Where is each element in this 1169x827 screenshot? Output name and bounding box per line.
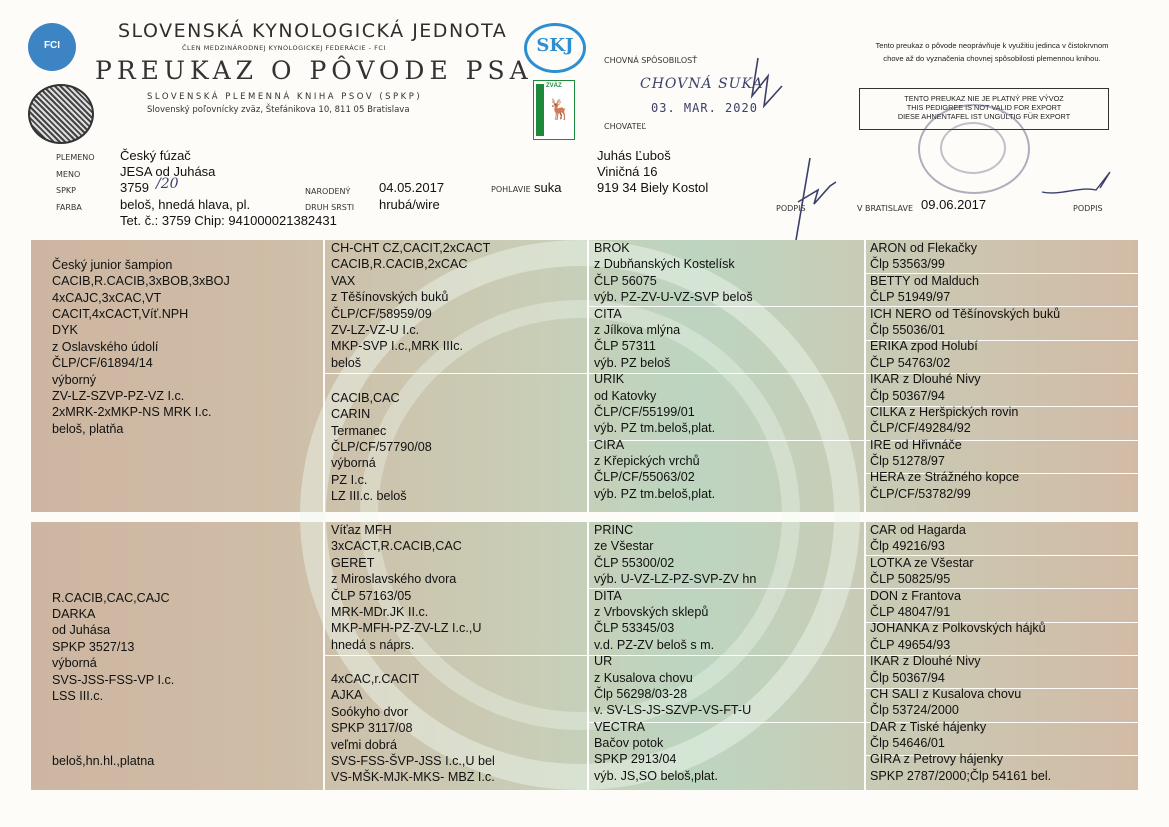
spkp-label: SPKP xyxy=(56,186,76,195)
color-value: beloš, hnedá hlava, pl. xyxy=(120,197,251,212)
pedigree-line: v.d. PZ-ZV beloš s m. xyxy=(594,637,715,652)
skj-logo-text: SKJ xyxy=(536,35,574,56)
pedigree-line: SPKP 3117/08 xyxy=(331,721,413,736)
pedigree-line: výb. JS,SO beloš,plat. xyxy=(594,768,718,783)
pedigree-line: ARON od Flekačky xyxy=(870,241,978,255)
pedigree-line: GERET xyxy=(331,555,375,570)
pedigree-line: GIRA z Petrovy hájenky xyxy=(870,752,1003,767)
export-warning-sk: TENTO PREUKAZ NIE JE PLATNÝ PRE VÝVOZ xyxy=(904,94,1064,103)
pedigree-line: z Křepických vrchů xyxy=(594,454,700,469)
pedigree-line: výborný xyxy=(52,372,97,387)
export-warning-en: THIS PEDIGREE IS NOT VALID FOR EXPORT xyxy=(906,103,1062,112)
spkp-handwritten-suffix: /20 xyxy=(156,176,179,192)
pedigree-line xyxy=(52,540,174,556)
pedigree-line: Člp 53724/2000 xyxy=(870,703,959,718)
pedigree-line: URIK xyxy=(594,372,625,387)
pedigree-line: SPKP 2913/04 xyxy=(594,752,677,767)
pedigree-line: CARIN xyxy=(331,407,371,422)
validity-notice: Tento preukaz o pôvode neoprávňuje k využitiu jedinca v čistokrvnom chove až do vyznačenia chovnej spôsobilosti plemennou knihou. xyxy=(875,41,1109,63)
pedigree-line: CH-CHT CZ,CACIT,2xCACT xyxy=(331,241,491,255)
pedigree-line: ČLP 56075 xyxy=(594,273,657,288)
pedigree-line: 2xMRK-2xMKP-NS MRK I.c. xyxy=(52,405,212,420)
pedigree-line: ČLP 55300/02 xyxy=(594,555,675,570)
pedigree-line: CACIB,R.CACIB,2xCAC xyxy=(331,257,468,272)
pedigree-line: ČLP 57163/05 xyxy=(331,588,412,603)
sire-dam-column xyxy=(331,357,432,505)
born-label: NARODENÝ xyxy=(305,187,351,196)
breeding-ability-stamp: CHOVNÁ SUKA xyxy=(640,76,764,92)
pedigree-line: ZV-LZ-SZVP-PZ-VZ I.c. xyxy=(52,388,185,403)
pedigree-line: CILKA z Heršpických rovin xyxy=(870,404,1019,419)
document-title: PREUKAZ O PÔVODE PSA xyxy=(95,56,533,85)
pedigree-line: výb. U-VZ-LZ-PZ-SVP-ZV hn xyxy=(594,572,757,587)
pedigree-line xyxy=(52,557,174,573)
export-warning-de: DIESE AHNENTAFEL IST UNGÜLTIG FÜR EXPORT xyxy=(897,112,1071,121)
slovak-emblem-seal xyxy=(28,84,94,144)
pedigree-line: výb. PZ beloš xyxy=(594,355,671,370)
pedigree-line: DYK xyxy=(52,323,78,338)
pedigree-line: z Kusalova chovu xyxy=(594,670,693,685)
fci-logo-text: FCI xyxy=(43,40,61,51)
pedigree-line: ČLP/CF/58959/09 xyxy=(331,306,432,321)
sex-value: suka xyxy=(534,180,562,195)
sire-column xyxy=(52,224,230,437)
pedigree-line: hnedá s náprs. xyxy=(331,637,415,652)
pedigree-line: ČLP/CF/53782/99 xyxy=(870,486,971,501)
pedigree-line: BETTY od Malduch xyxy=(870,273,979,288)
pedigree-line: VAX xyxy=(331,273,356,288)
pedigree-line: výb. PZ tm.beloš,plat. xyxy=(594,421,716,436)
organization-address: Slovenský poľovnícky zväz, Štefánikova 10, 811 05 Bratislava xyxy=(147,105,410,115)
pedigree-line: IKAR z Dlouhé Nivy xyxy=(870,372,981,387)
pedigree-line: od Katovky xyxy=(594,388,657,403)
pedigree-line: 3xCACT,R.CACIB,CAC xyxy=(331,539,462,554)
pedigree-line xyxy=(331,357,432,373)
pedigree-line: ČLP 54763/02 xyxy=(870,355,951,370)
pedigree-line xyxy=(52,524,174,540)
pedigree-divider xyxy=(323,240,325,512)
issue-signature xyxy=(1040,168,1115,200)
owner-name: Juhás Ľuboš xyxy=(597,148,671,163)
dam-sire-column xyxy=(331,522,481,653)
pedigree-line: ČLP 51949/97 xyxy=(870,290,951,305)
pedigree-line: ERIKA zpod Holubí xyxy=(870,339,978,354)
pedigree-line: JOHANKA z Polkovských hájků xyxy=(870,621,1046,636)
pedigree-line: CAR od Hagarda xyxy=(870,523,966,537)
breeding-ability-label: CHOVNÁ SPÔSOBILOSŤ xyxy=(604,56,698,65)
pedigree-line: z Jílkova mlýna xyxy=(594,322,681,337)
issue-date: 09.06.2017 xyxy=(921,197,987,212)
pedigree-line: ČLP/CF/61894/14 xyxy=(52,356,153,371)
skj-logo xyxy=(524,23,586,73)
pedigree-line: z Těšínovských buků xyxy=(331,290,449,305)
pedigree-line: LZ III.c. beloš xyxy=(331,489,407,504)
pedigree-line: DAR z Tiské hájenky xyxy=(870,719,987,734)
pedigree-line: Člp 51278/97 xyxy=(870,454,945,469)
pedigree-line: Člp 50367/94 xyxy=(870,670,945,685)
pedigree-line: beloš, platňa xyxy=(52,421,124,436)
pedigree-line: výb. PZ-ZV-U-VZ-SVP beloš xyxy=(594,290,753,305)
pedigree-line: ČLP/CF/55063/02 xyxy=(594,470,695,485)
pedigree-line: beloš,hn.hl.,platna xyxy=(52,754,155,769)
pedigree-line: Člp 56298/03-28 xyxy=(594,686,688,701)
sex-label: POHLAVIE xyxy=(491,185,531,194)
studbook-name: SLOVENSKÁ PLEMENNÁ KNIHA PSOV (SPKP) xyxy=(147,92,423,102)
pedigree-divider xyxy=(864,240,866,512)
pedigree-divider xyxy=(587,240,589,512)
owner-signature-label: PODPIS xyxy=(776,204,806,213)
pedigree-line: výborná xyxy=(331,456,376,471)
pedigree-line: z Oslavského údolí xyxy=(52,339,159,354)
logo-green-bar xyxy=(536,84,544,136)
pedigree-line: ČLP 49654/93 xyxy=(870,637,951,652)
pedigree-line: LSS III.c. xyxy=(52,688,104,703)
pedigree-line: IKAR z Dlouhé Nivy xyxy=(870,654,981,669)
pedigree-line: ZV-LZ-VZ-U I.c. xyxy=(331,322,420,337)
pedigree-line: Soókyho dvor xyxy=(331,704,409,719)
pedigree-line xyxy=(52,737,174,753)
born-value: 04.05.2017 xyxy=(379,180,445,195)
dam-gen4-column xyxy=(870,522,1051,784)
sire-gen3-column xyxy=(594,240,753,502)
pedigree-line: ČLP 50825/95 xyxy=(870,572,951,587)
pedigree-line: MRK-MDr.JK II.c. xyxy=(331,604,429,619)
pedigree-line: ČLP 53345/03 xyxy=(594,621,675,636)
breed-label: PLEMENO xyxy=(56,153,95,162)
pedigree-line: Termanec xyxy=(331,423,387,438)
pedigree-line: výb. PZ tm.beloš,plat. xyxy=(594,486,716,501)
pedigree-line: 4xCAC,r.CACIT xyxy=(331,672,420,686)
pedigree-line: 4xCAJC,3xCAC,VT xyxy=(52,290,162,305)
pedigree-line: SVS-JSS-FSS-VP I.c. xyxy=(52,672,175,687)
pedigree-line: ze Všestar xyxy=(594,539,654,554)
breeding-ability-date: 03. MAR. 2020 xyxy=(651,101,758,115)
name-value: JESA od Juhása xyxy=(120,164,216,179)
pedigree-line: CACIB,R.CACIB,3xBOB,3xBOJ xyxy=(52,274,230,289)
coat-label: DRUH SRSTI xyxy=(305,203,355,212)
pedigree-line: CH SALI z Kusalova chovu xyxy=(870,686,1022,701)
pedigree-line: MKP-MFH-PZ-ZV-LZ I.c.,U xyxy=(331,621,482,636)
pedigree-line: DITA xyxy=(594,588,622,603)
pedigree-line: VECTRA xyxy=(594,719,646,734)
deer-icon: 🦌 xyxy=(547,99,572,121)
pedigree-line: ČLP/CF/55199/01 xyxy=(594,404,695,419)
sire-sire-column xyxy=(331,240,490,371)
pedigree-line: ČLP 48047/91 xyxy=(870,604,951,619)
pedigree-line: DON z Frantova xyxy=(870,588,961,603)
organization-membership: ČLEN MEDZINÁRODNEJ KYNOLOGICKEJ FEDERÁCIE - FCI xyxy=(182,44,386,52)
dam-column xyxy=(52,524,174,770)
pedigree-line: BROK xyxy=(594,241,630,255)
dam-dam-column xyxy=(331,671,495,786)
pedigree-line: DARKA xyxy=(52,606,96,621)
pedigree-line: Člp 55036/01 xyxy=(870,322,945,337)
pedigree-line xyxy=(52,573,174,589)
pedigree-line: v. SV-LS-JS-SZVP-VS-FT-U xyxy=(594,703,752,718)
pedigree-line: LOTKA ze Všestar xyxy=(870,555,974,570)
pedigree-line: Člp 50367/94 xyxy=(870,388,945,403)
pedigree-divider xyxy=(323,522,325,790)
pedigree-line: ČLP/CF/57790/08 xyxy=(331,439,432,454)
pedigree-line: veľmi dobrá xyxy=(331,737,397,752)
pedigree-line: UR xyxy=(594,654,613,669)
color-label: FARBA xyxy=(56,203,82,212)
pedigree-line: R.CACIB,CAC,CAJC xyxy=(52,590,170,605)
pedigree-line xyxy=(52,704,174,720)
pedigree-line: Víťaz MFH xyxy=(331,523,392,537)
pedigree-line xyxy=(52,224,230,240)
fci-logo xyxy=(28,23,76,71)
issue-place-label: V BRATISLAVE xyxy=(857,204,914,213)
pedigree-divider xyxy=(587,522,589,790)
spkp-value: 3759 xyxy=(120,180,149,195)
logo-caption: ZVÄZ xyxy=(546,83,562,89)
hunting-union-logo xyxy=(533,80,575,140)
pedigree-line xyxy=(52,721,174,737)
pedigree-line: CIRA xyxy=(594,437,625,452)
pedigree-line: z Miroslavského dvora xyxy=(331,572,457,587)
name-label: MENO xyxy=(56,170,81,179)
pedigree-line: Člp 49216/93 xyxy=(870,539,945,554)
coat-value: hrubá/wire xyxy=(379,197,440,212)
pedigree-line: ČLP 57311 xyxy=(594,339,656,354)
issue-signature-label: PODPIS xyxy=(1073,204,1103,213)
pedigree-line: PZ I.c. xyxy=(331,472,368,487)
pedigree-line: HERA ze Strážného kopce xyxy=(870,470,1020,485)
pedigree-line: Člp 53563/99 xyxy=(870,257,945,272)
pedigree-line: AJKA xyxy=(331,688,363,703)
sire-gen4-column xyxy=(870,240,1060,502)
pedigree-line: beloš xyxy=(331,355,362,370)
pedigree-line: SPKP 2787/2000;Člp 54161 bel. xyxy=(870,768,1052,783)
dam-gen3-column xyxy=(594,522,756,784)
pedigree-line: Bačov potok xyxy=(594,736,664,751)
owner-signature xyxy=(788,152,848,244)
pedigree-line: IRE od Hřivnáče xyxy=(870,437,962,452)
owner-street: Viničná 16 xyxy=(597,164,658,179)
pedigree-line: VS-MŠK-MJK-MKS- MBZ I.c. xyxy=(331,770,495,785)
pedigree-line: z Dubňanských Kostelísk xyxy=(594,257,735,272)
breeding-signature xyxy=(738,56,786,114)
pedigree-line: Český junior šampion xyxy=(52,257,173,272)
pedigree-line: ICH NERO od Těšínovských buků xyxy=(870,306,1061,321)
pedigree-line: výborná xyxy=(52,656,97,671)
official-round-seal-inner xyxy=(940,122,1006,174)
pedigree-line: CITA xyxy=(594,306,622,321)
pedigree-divider xyxy=(864,522,866,790)
pedigree-line: ČLP/CF/49284/92 xyxy=(870,421,971,436)
pedigree-line: SPKP 3527/13 xyxy=(52,639,135,654)
owner-city: 919 34 Biely Kostol xyxy=(597,180,709,195)
pedigree-line: z Vrbovských sklepů xyxy=(594,604,709,619)
pedigree-line: Člp 54646/01 xyxy=(870,736,945,751)
organization-name: SLOVENSKÁ KYNOLOGICKÁ JEDNOTA xyxy=(118,20,508,42)
pedigree-line: CACIB,CAC xyxy=(331,390,400,405)
breed-value: Český fúzač xyxy=(120,148,191,163)
pedigree-line: MKP-SVP I.c.,MRK IIIc. xyxy=(331,339,464,354)
tattoo-chip: Tet. č.: 3759 Chip: 941000021382431 xyxy=(120,213,337,228)
breeder-label: CHOVATEĽ xyxy=(604,122,646,131)
pedigree-line: SVS-FSS-ŠVP-JSS I.c.,U bel xyxy=(331,753,495,768)
pedigree-line xyxy=(52,240,230,256)
pedigree-line: od Juhása xyxy=(52,623,111,638)
pedigree-line: CACIT,4xCACT,Víť.NPH xyxy=(52,306,189,321)
pedigree-line: PRINC xyxy=(594,523,634,537)
pedigree-line xyxy=(331,373,432,389)
